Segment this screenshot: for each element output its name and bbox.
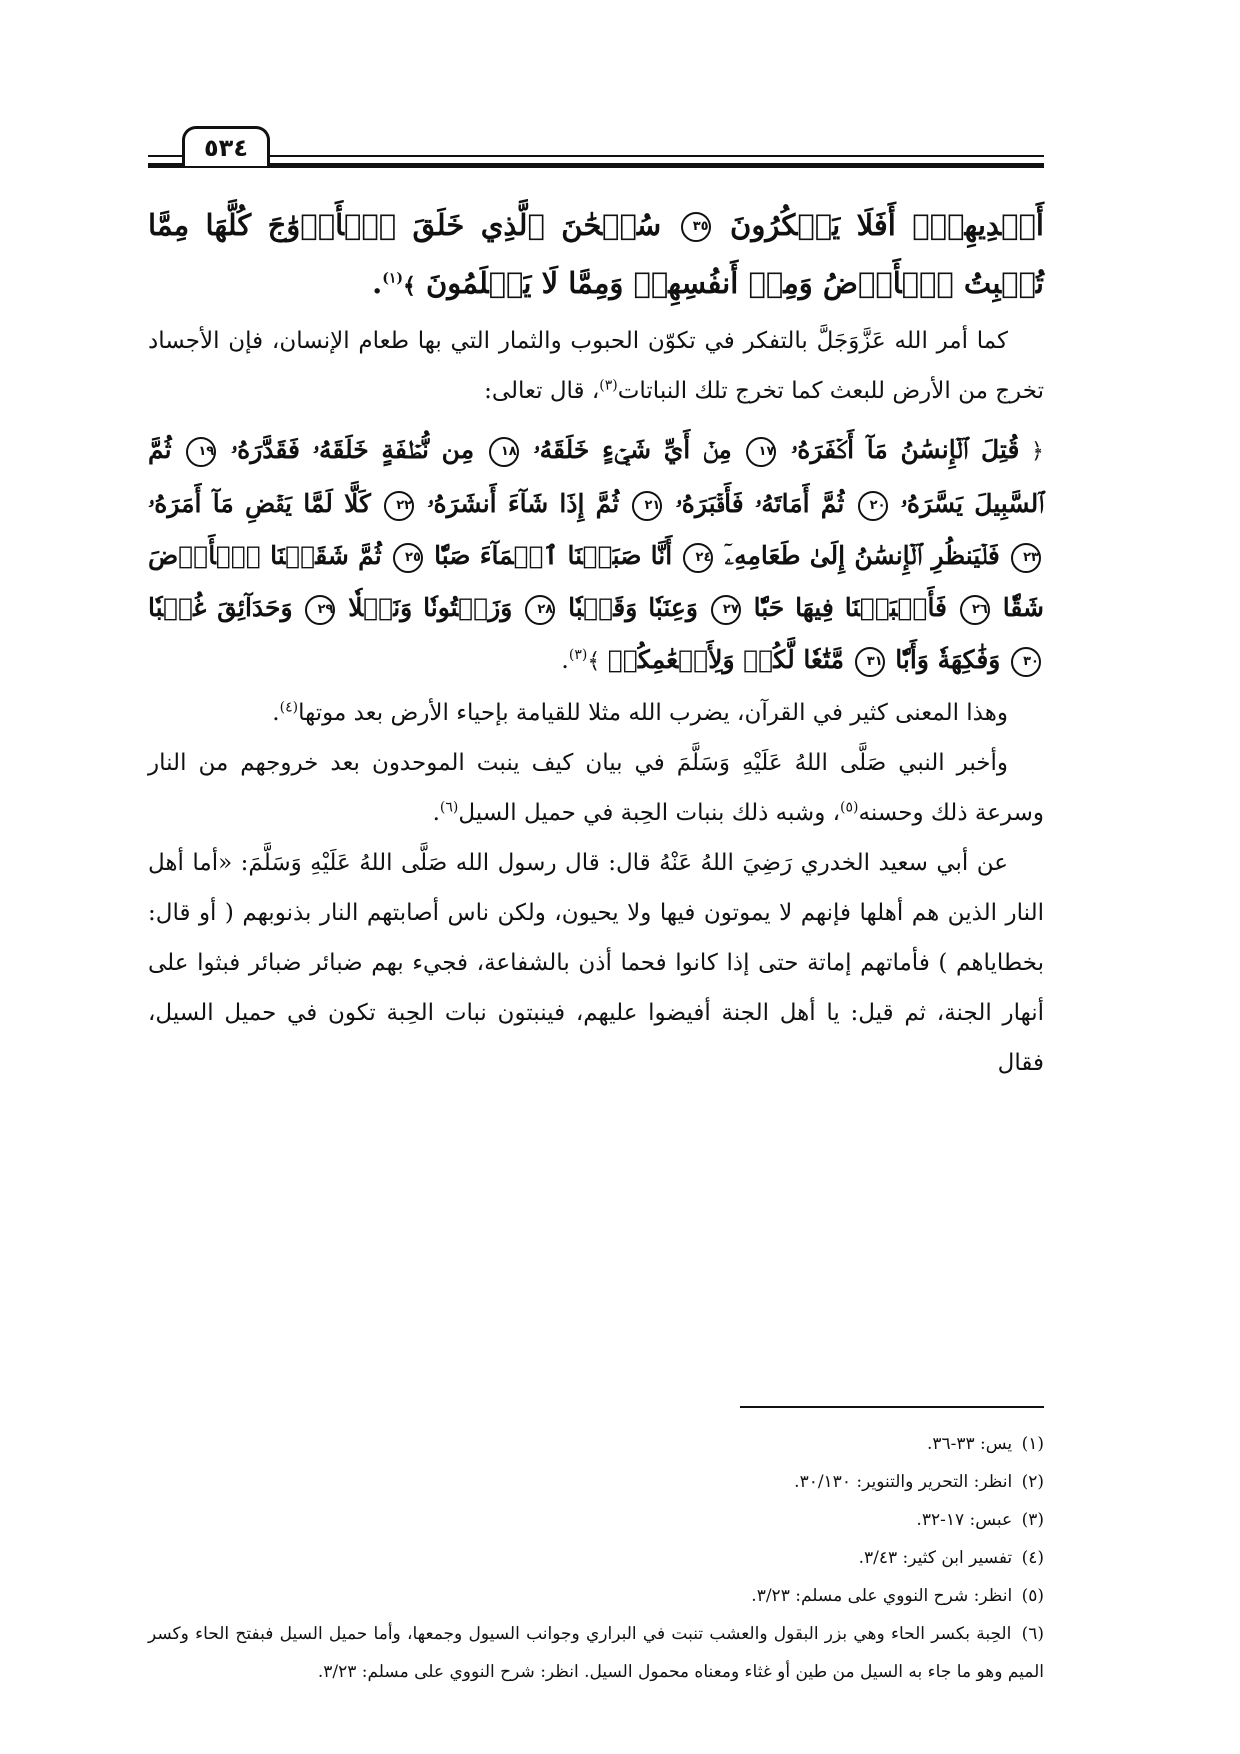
ayah-number: ٣٠ <box>1011 647 1041 677</box>
paragraph-text: عن أبي سعيد الخدري رَضِيَ اللهُ عَنْهُ قال: قال رسول الله صَلَّى اللهُ عَلَيْهِ وَسَلَّمَ: «أما أهل النار الذين هم أهلها فإنهم لا يموتون فيها ولا يحيون، ولكن ناس أصابتهم النار بذنوبهم ( أو قال: بخطاياهم ) فأماتهم إماتة حتى إذا كانوا فحما أذن بالشفاعة، فجيء بهم ضبائر ضبائر فبثوا على أنهار الجنة، ثم قيل: يا أهل الجنة أفيضوا عليهم، فينبتون نبات الحِبة تكون في حميل السيل، فقال <box>148 850 1044 1076</box>
footnote <box>148 1425 1044 1463</box>
footnote-ref: (٦) <box>439 799 459 816</box>
verse-text: فَلۡيَنظُرِ ٱلۡإِنسَٰنُ إِلَىٰ طَعَامِهِۦٓ <box>724 541 1000 570</box>
footnotes <box>148 1425 1044 1691</box>
verse-text: أَنفُسِهِمۡ وَمِمَّا لَا يَعۡلَمُونَ <box>425 266 739 300</box>
paragraph-text: ، وشبه ذلك بنبات الحِبة في حميل السيل <box>458 800 841 826</box>
verse-text: وَفَٰكِهَةٗ وَأَبّٗا <box>895 645 1001 674</box>
verse-text: قُتِلَ ٱلۡإِنسَٰنُ مَآ أَكۡفَرَهُۥ <box>791 435 1020 464</box>
ayah-number: ٢٥ <box>393 543 423 573</box>
ayah-number: ٣١ <box>855 647 885 677</box>
footnote-text: يس: ٣٣-٣٦. <box>926 1434 1013 1454</box>
verse-close-ornament: ﴾ <box>402 274 416 299</box>
footnote-ref: (٣) <box>599 377 618 394</box>
footnote-text: عبس: ١٧-٣٢. <box>916 1510 1013 1530</box>
footnote-text: الحِبة بكسر الحاء وهي بزر البقول والعشب تنبت في البراري وجوانب السيول وجمعها، وأما حميل السيل فبفتح الحاء وكسر الميم وهو ما جاء به السيل من طين أو غثاء ومعناه محمول السيل. انظر: شرح النووي على مسلم: ٣/٢٣. <box>148 1624 1044 1682</box>
verse-text: مَّتَٰعٗا لَّكُمۡ وَلِأَنۡعَٰمِكُمۡ <box>607 645 845 674</box>
paragraph-quran-meaning <box>148 688 1044 738</box>
footnote-ref: (٣) <box>568 647 588 663</box>
paragraph-tafakkur <box>148 316 1044 424</box>
verse-text: مِن نُّطۡفَةٍ خَلَقَهُۥ فَقَدَّرَهُۥ <box>230 435 475 464</box>
verse-text: سُبۡحَٰنَ ٱلَّذِي خَلَقَ ٱلۡأَزۡوَٰجَ كُلَّهَا مِمَّا تُنۢبِتُ ٱلۡأَرۡضُ وَمِنۡ <box>148 208 1044 300</box>
end-mark: . <box>432 800 440 826</box>
ayah-number: ١٧ <box>746 437 776 467</box>
verse-block-yasin <box>148 196 1044 316</box>
footnote-ref: (١) <box>382 270 403 287</box>
footnote-separator <box>740 1406 1044 1408</box>
footnote <box>148 1539 1044 1577</box>
end-mark: . <box>561 646 569 674</box>
footnote-number: (١) <box>1021 1434 1044 1454</box>
verse-text: وَحَدَآئِقَ غُلۡبٗا <box>148 593 293 622</box>
ayah-number: ٢٨ <box>525 595 555 625</box>
footnote-number: (٥) <box>1021 1586 1044 1606</box>
footnote-number: (٢) <box>1021 1472 1044 1492</box>
ayah-number: ٢٤ <box>683 543 713 573</box>
verse-close-ornament: ﴾ <box>587 649 601 674</box>
footnote-ref: (٥) <box>840 799 859 816</box>
verse-text: كَلَّا لَمَّا يَقۡضِ مَآ أَمَرَهُۥ <box>148 489 371 518</box>
page-number: ٥٣٤ <box>182 126 270 166</box>
ayah-number: ١٩ <box>186 437 216 467</box>
footnote-number: (٣) <box>1021 1510 1044 1530</box>
paragraph-text: كما أمر الله عَزَّوَجَلَّ بالتفكر في تكوّن الحبوب والثمار التي بها طعام الإنسان، فإن الأجساد تخرج من الأرض للبعث كما تخرج تلك النباتات <box>148 328 1044 404</box>
ayah-number: ٢٣ <box>1011 543 1041 573</box>
footnote-ref: (٤) <box>279 699 299 716</box>
footnote <box>148 1615 1044 1691</box>
verse-text: ثُمَّ ٱلسَّبِيلَ يَسَّرَهُۥ <box>148 435 1044 518</box>
ayah-number: ١٨ <box>489 437 519 467</box>
footnote <box>148 1577 1044 1615</box>
verse-text: أَنَّا صَبَبۡنَا ٱلۡمَآءَ صَبّٗا <box>434 541 673 570</box>
paragraph-text: وأخبر النبي صَلَّى اللهُ عَلَيْهِ وَسَلَّمَ في بيان كيف ينبت الموحدون بعد خروجهم من النار وسرعة ذلك وحسنه <box>148 750 1044 826</box>
ayah-number: ٣٥ <box>681 212 711 242</box>
verse-text: فَأَنۢبَتۡنَا فِيهَا حَبّٗا <box>753 593 948 622</box>
end-mark: . <box>272 700 280 726</box>
verse-text: مِنۡ أَيِّ شَيۡءٍ خَلَقَهُۥ <box>533 435 732 464</box>
footnote-number: (٤) <box>1021 1548 1044 1568</box>
ayah-number: ٢٦ <box>960 595 990 625</box>
verse-text: ثُمَّ أَمَاتَهُۥ فَأَقۡبَرَهُۥ <box>675 489 845 518</box>
header-rule-thin <box>148 155 1044 157</box>
header-rule-thick <box>148 163 1044 168</box>
verse-text: ثُمَّ إِذَا شَآءَ أَنشَرَهُۥ <box>427 489 620 518</box>
paragraph-text: ، قال تعالى: <box>484 378 600 404</box>
paragraph-text: وهذا المعنى كثير في القرآن، يضرب الله مثلا للقيامة بإحياء الأرض بعد موتها <box>298 700 1008 726</box>
page-header <box>148 118 1044 174</box>
footnote-text: انظر: شرح النووي على مسلم: ٣/٢٣. <box>751 1586 1013 1606</box>
paragraph-prophet-report <box>148 738 1044 838</box>
page-body <box>148 196 1044 1088</box>
footnote-number: (٦) <box>1021 1624 1045 1644</box>
ayah-number: ٢١ <box>632 491 662 521</box>
ayah-number: ٢٩ <box>305 595 335 625</box>
ayah-number: ٢٠ <box>858 491 888 521</box>
verse-block-abasa <box>148 424 1044 688</box>
verse-text: وَزَيۡتُونٗا وَنَخۡلٗا <box>348 593 513 622</box>
ayah-number: ٢٧ <box>711 595 741 625</box>
footnote-text: تفسير ابن كثير: ٣/٤٣. <box>858 1548 1013 1568</box>
footnote <box>148 1463 1044 1501</box>
paragraph-hadith <box>148 838 1044 1088</box>
verse-open-ornament: ﴿ <box>1031 439 1044 464</box>
end-mark: . <box>372 266 383 300</box>
verse-text: ثُمَّ شَقَقۡنَا ٱلۡأَرۡضَ شَقّٗا <box>148 541 1044 622</box>
verse-text: وَعِنَبٗا وَقَضۡبٗا <box>568 593 698 622</box>
verse-text: أَيۡدِيهِمۡۚ أَفَلَا يَشۡكُرُونَ <box>730 208 1044 242</box>
footnote <box>148 1501 1044 1539</box>
ayah-number: ٢٢ <box>384 491 414 521</box>
footnote-text: انظر: التحرير والتنوير: ٣٠/١٣٠. <box>794 1472 1013 1492</box>
